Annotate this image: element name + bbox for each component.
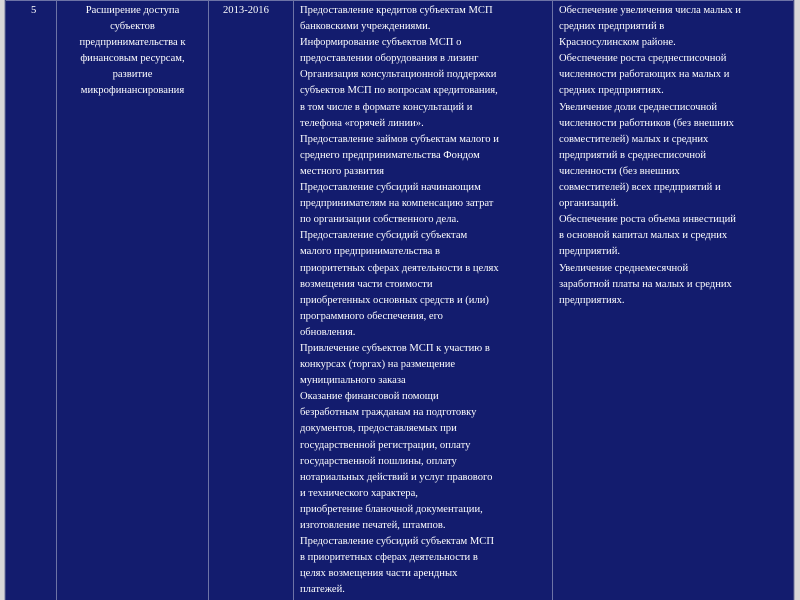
measure-text-line: субъектов МСП по вопросам кредитования, — [300, 85, 498, 97]
measure-text-line: государственной пошлины, оплату — [300, 455, 457, 467]
result-text-line: совместителей) малых и средних — [559, 133, 709, 145]
measure-text-line: Оказание финансовой помощи — [300, 391, 439, 403]
cell-period — [209, 0, 294, 600]
measure-text-line: конкурсах (торгах) на размещение — [300, 359, 456, 371]
result-text-line: Обеспечение роста объема инвестиций — [559, 214, 736, 226]
measure-text-line: изготовление печатей, штампов. — [300, 520, 446, 531]
measure-text-line: Предоставление кредитов субъектам МСП — [300, 5, 493, 16]
cell-measures — [294, 0, 553, 600]
measure-text-line: банковскими учреждениями. — [300, 21, 431, 33]
measure-text-line: по организации собственного дела. — [300, 214, 459, 226]
measure-text-line: Предоставление субсидий начинающим — [300, 182, 481, 194]
measure-text-line: документов, предоставляемых при — [300, 423, 457, 435]
measure-text-line: нотариальных действий и услуг правового — [300, 471, 493, 483]
result-text-line: в основной капитал малых и средних — [559, 230, 728, 242]
measure-text-line: Предоставление субсидий субъектам МСП — [300, 536, 495, 548]
measure-text-line: обновления. — [300, 326, 356, 338]
measure-text-line: в том числе в формате консультаций и — [300, 101, 473, 113]
measure-text-line: приоритетных сферах деятельности в целях — [300, 262, 499, 274]
measure-text-line: государственной регистрации, оплату — [300, 439, 471, 451]
result-text-line: предприятиях. — [559, 294, 625, 306]
result-text-line: предприятий. — [559, 246, 621, 258]
measure-text-line: безработным гражданам на подготовку — [300, 407, 477, 419]
measure-text-line: Информирование субъектов МСП о — [300, 37, 462, 49]
measure-text-line: программного обеспечения, его — [300, 310, 443, 322]
cell-row-number — [6, 0, 57, 600]
result-text-line: средних предприятий в — [559, 21, 665, 33]
measure-text-line: Предоставление займов субъектам малого и — [300, 133, 499, 145]
program-table-row — [6, 0, 793, 600]
task-text-line: Расширение доступа — [85, 5, 180, 16]
measure-text-line: муниципального заказа — [300, 375, 406, 387]
measure-text-line: предоставлении оборудования в лизинг — [300, 53, 479, 65]
measure-text-line: в приоритетных сферах деятельности в — [300, 552, 478, 564]
task-text-line: финансовым ресурсам, — [80, 53, 185, 65]
measure-text-line: и технического характера, — [300, 487, 418, 499]
task-text-line: микрофинансирования — [80, 85, 185, 97]
result-text-line: численности работающих на малых и — [559, 69, 730, 81]
result-text-line: предприятий в среднесписочной — [559, 149, 707, 161]
measure-text-line: предпринимателям на компенсацию затрат — [300, 198, 494, 210]
result-text-line: Увеличение среднемесячной — [559, 262, 689, 274]
task-text-line: субъектов — [110, 21, 155, 33]
cell-results — [553, 0, 793, 600]
result-text-line: Увеличение доли среднесписочной — [559, 101, 718, 113]
result-text-line: средних предприятиях. — [559, 85, 664, 97]
measure-text-line: Предоставление субсидий субъектам — [300, 230, 468, 242]
cell-task — [57, 0, 209, 600]
row-number: 5 — [31, 5, 37, 16]
result-text-line: Красносулинском районе. — [559, 37, 676, 49]
measure-text-line: малого предпринимательства в — [300, 246, 440, 258]
measure-text-line: Привлечение субъектов МСП к участию в — [300, 342, 490, 354]
measure-text-line: приобретенных основных средств и (или) — [300, 294, 489, 306]
result-text-line: численности работников (без внешних — [559, 117, 734, 129]
measure-text-line: Организация консультационной поддержки — [300, 69, 497, 81]
task-text-line: предпринимательства к — [79, 37, 186, 49]
period-text: 2013-2016 — [223, 5, 269, 16]
result-text-line: заработной платы на малых и средних — [559, 278, 732, 290]
result-text-line: организаций. — [559, 198, 619, 210]
task-text-line: развитие — [112, 69, 153, 81]
measure-text-line: целях возмещения части арендных — [300, 568, 458, 580]
result-text-line: совместителей) всех предприятий и — [559, 182, 721, 194]
result-text-line: численности (без внешних — [559, 165, 680, 177]
measure-text-line: местного развития — [300, 165, 385, 177]
result-text-line: Обеспечение увеличения числа малых и — [559, 5, 741, 16]
measure-text-line: телефона «горячей линии». — [300, 117, 424, 129]
measure-text-line: среднего предпринимательства Фондом — [300, 149, 480, 161]
result-text-line: Обеспечение роста среднесписочной — [559, 53, 727, 65]
measure-text-line: приобретение бланочной документации, — [300, 503, 483, 515]
measure-text-line: возмещения части стоимости — [300, 278, 433, 290]
measure-text-line: платежей. — [300, 584, 345, 596]
